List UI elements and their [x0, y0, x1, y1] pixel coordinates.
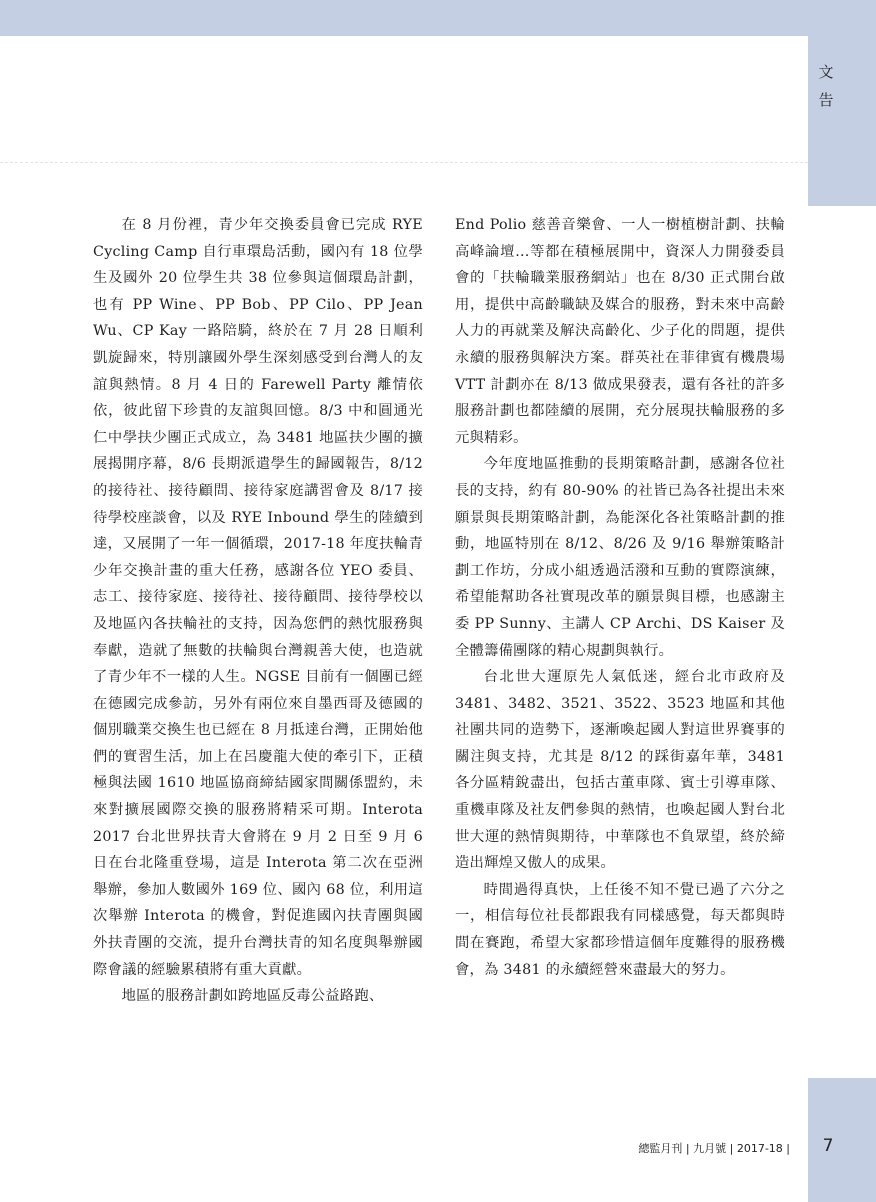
- header-divider: [0, 162, 808, 163]
- paragraph: 台北世大運原先人氣低迷，經台北市政府及 3481、3482、3521、3522、3523 地區和其他社團共同的造勢下，逐漸喚起國人對這世界賽事的關注與支持，尤其是 8/12 的踩街嘉年華，3481 各分區精銳盡出，包括古董車隊、賓士引導車隊、重機車隊及社友們參與的熱情，也喚起國人對台北世大運的熱情與期待，中華隊也不負眾望，終於締造出輝煌又傲人的成果。: [455, 669, 785, 872]
- paragraph: 在 8 月份裡，青少年交換委員會已完成 RYE Cycling Camp 自行車環島活動，國內有 18 位學生及國外 20 位學生共 38 位參與這個環島計劃，也有 PP Wine、PP Bob、PP Cilo、PP Jean Wu、CP Kay 一路陪騎，終於在 7 月 28 日順利凱旋歸來，特別讓國外學生深刻感受到台灣人的友誼與熱情。8 月 4 日的 Farewell Party 離情依依，彼此留下珍貴的友誼與回憶。8/3 中和圓通光仁中學扶少團正式成立，為 3481 地區扶少團的擴展揭開序幕，8/6 長期派遣學生的歸國報告，8/12 的接待社、接待顧問、接待家庭講習會及 8/17 接待學校座談會，以及 RYE Inbound 學生的陸續到達，又展開了一年一個循環，2017-18 年度扶輪青少年交換計畫的重大任務，感謝各位 YEO 委員、志工、接待家庭、接待社、接待顧問、接待學校以及地區內各扶輪社的支持，因為您們的熱忱服務與奉獻，造就了無數的扶輪與台灣親善大使，也造就了青少年不一樣的人生。NGSE 目前有一個團已經在德國完成參訪，另外有兩位來自墨西哥及德國的個別職業交換生也已經在 8 月抵達台灣，正開始他們的實習生活，加上在呂慶龍大使的牽引下，正積極與法國 1610 地區協商締結國家間關係盟約，未來對擴展國際交換的服務將精采可期。Interota 2017 台北世界扶青大會將在 9 月 2 日至 9 月 6 日在台北隆重登場，這是 Interota 第二次在亞洲舉辦，參加人數國外 169 位、國內 68 位，利用這次舉辦 Interota 的機會，對促進國內扶青團與國外扶青團的交流，提升台灣扶青的知名度與舉辦國際會議的經驗累積將有重大貢獻。: [93, 217, 423, 978]
- publication-footer: 總監月刊 | 九月號 | 2017-18 |: [638, 1142, 790, 1155]
- page-number: 7: [822, 1136, 834, 1156]
- paragraph: 時間過得真快，上任後不知不覺已過了六分之一，相信每位社長都跟我有同樣感覺，每天都與時間在賽跑，希望大家都珍惜這個年度難得的服務機會，為 3481 的永續經營來盡最大的努力。: [455, 881, 785, 978]
- article-left-column: [93, 212, 423, 1010]
- paragraph: 地區的服務計劃如跨地區反毒公益路跑、: [121, 988, 384, 1005]
- article-right-column: [455, 212, 785, 983]
- section-tab-label-1: 文: [818, 63, 834, 81]
- paragraph: 今年度地區推動的長期策略計劃，感謝各位社長的支持，約有 80-90% 的社皆已為各社提出未來願景與長期策略計劃，為能深化各社策略計劃的推動，地區特別在 8/12、8/26 及 9/16 舉辦策略計劃工作坊，分成小組透過活潑和互動的實際演練，希望能幫助各社實現改革的願景與目標，也感謝主委 PP Sunny、主講人 CP Archi、DS Kaiser 及全體籌備團隊的精心規劃與執行。: [455, 456, 785, 659]
- section-tab-label-2: 告: [818, 91, 834, 109]
- paragraph-continued: End Polio 慈善音樂會、一人一樹植樹計劃、扶輪高峰論壇…等都在積極展開中，資深人力開發委員會的「扶輪職業服務網站」也在 8/30 正式開台啟用，提供中高齡職缺及媒合的服務，對未來中高齡人力的再就業及解決高齡化、少子化的問題，提供永續的服務與解決方案。群英社在菲律賓有機農場 VTT 計劃亦在 8/13 做成果發表，還有各社的許多服務計劃也都陸續的展開，充分展現扶輪服務的多元與精彩。: [455, 217, 785, 446]
- header-band: [0, 0, 876, 36]
